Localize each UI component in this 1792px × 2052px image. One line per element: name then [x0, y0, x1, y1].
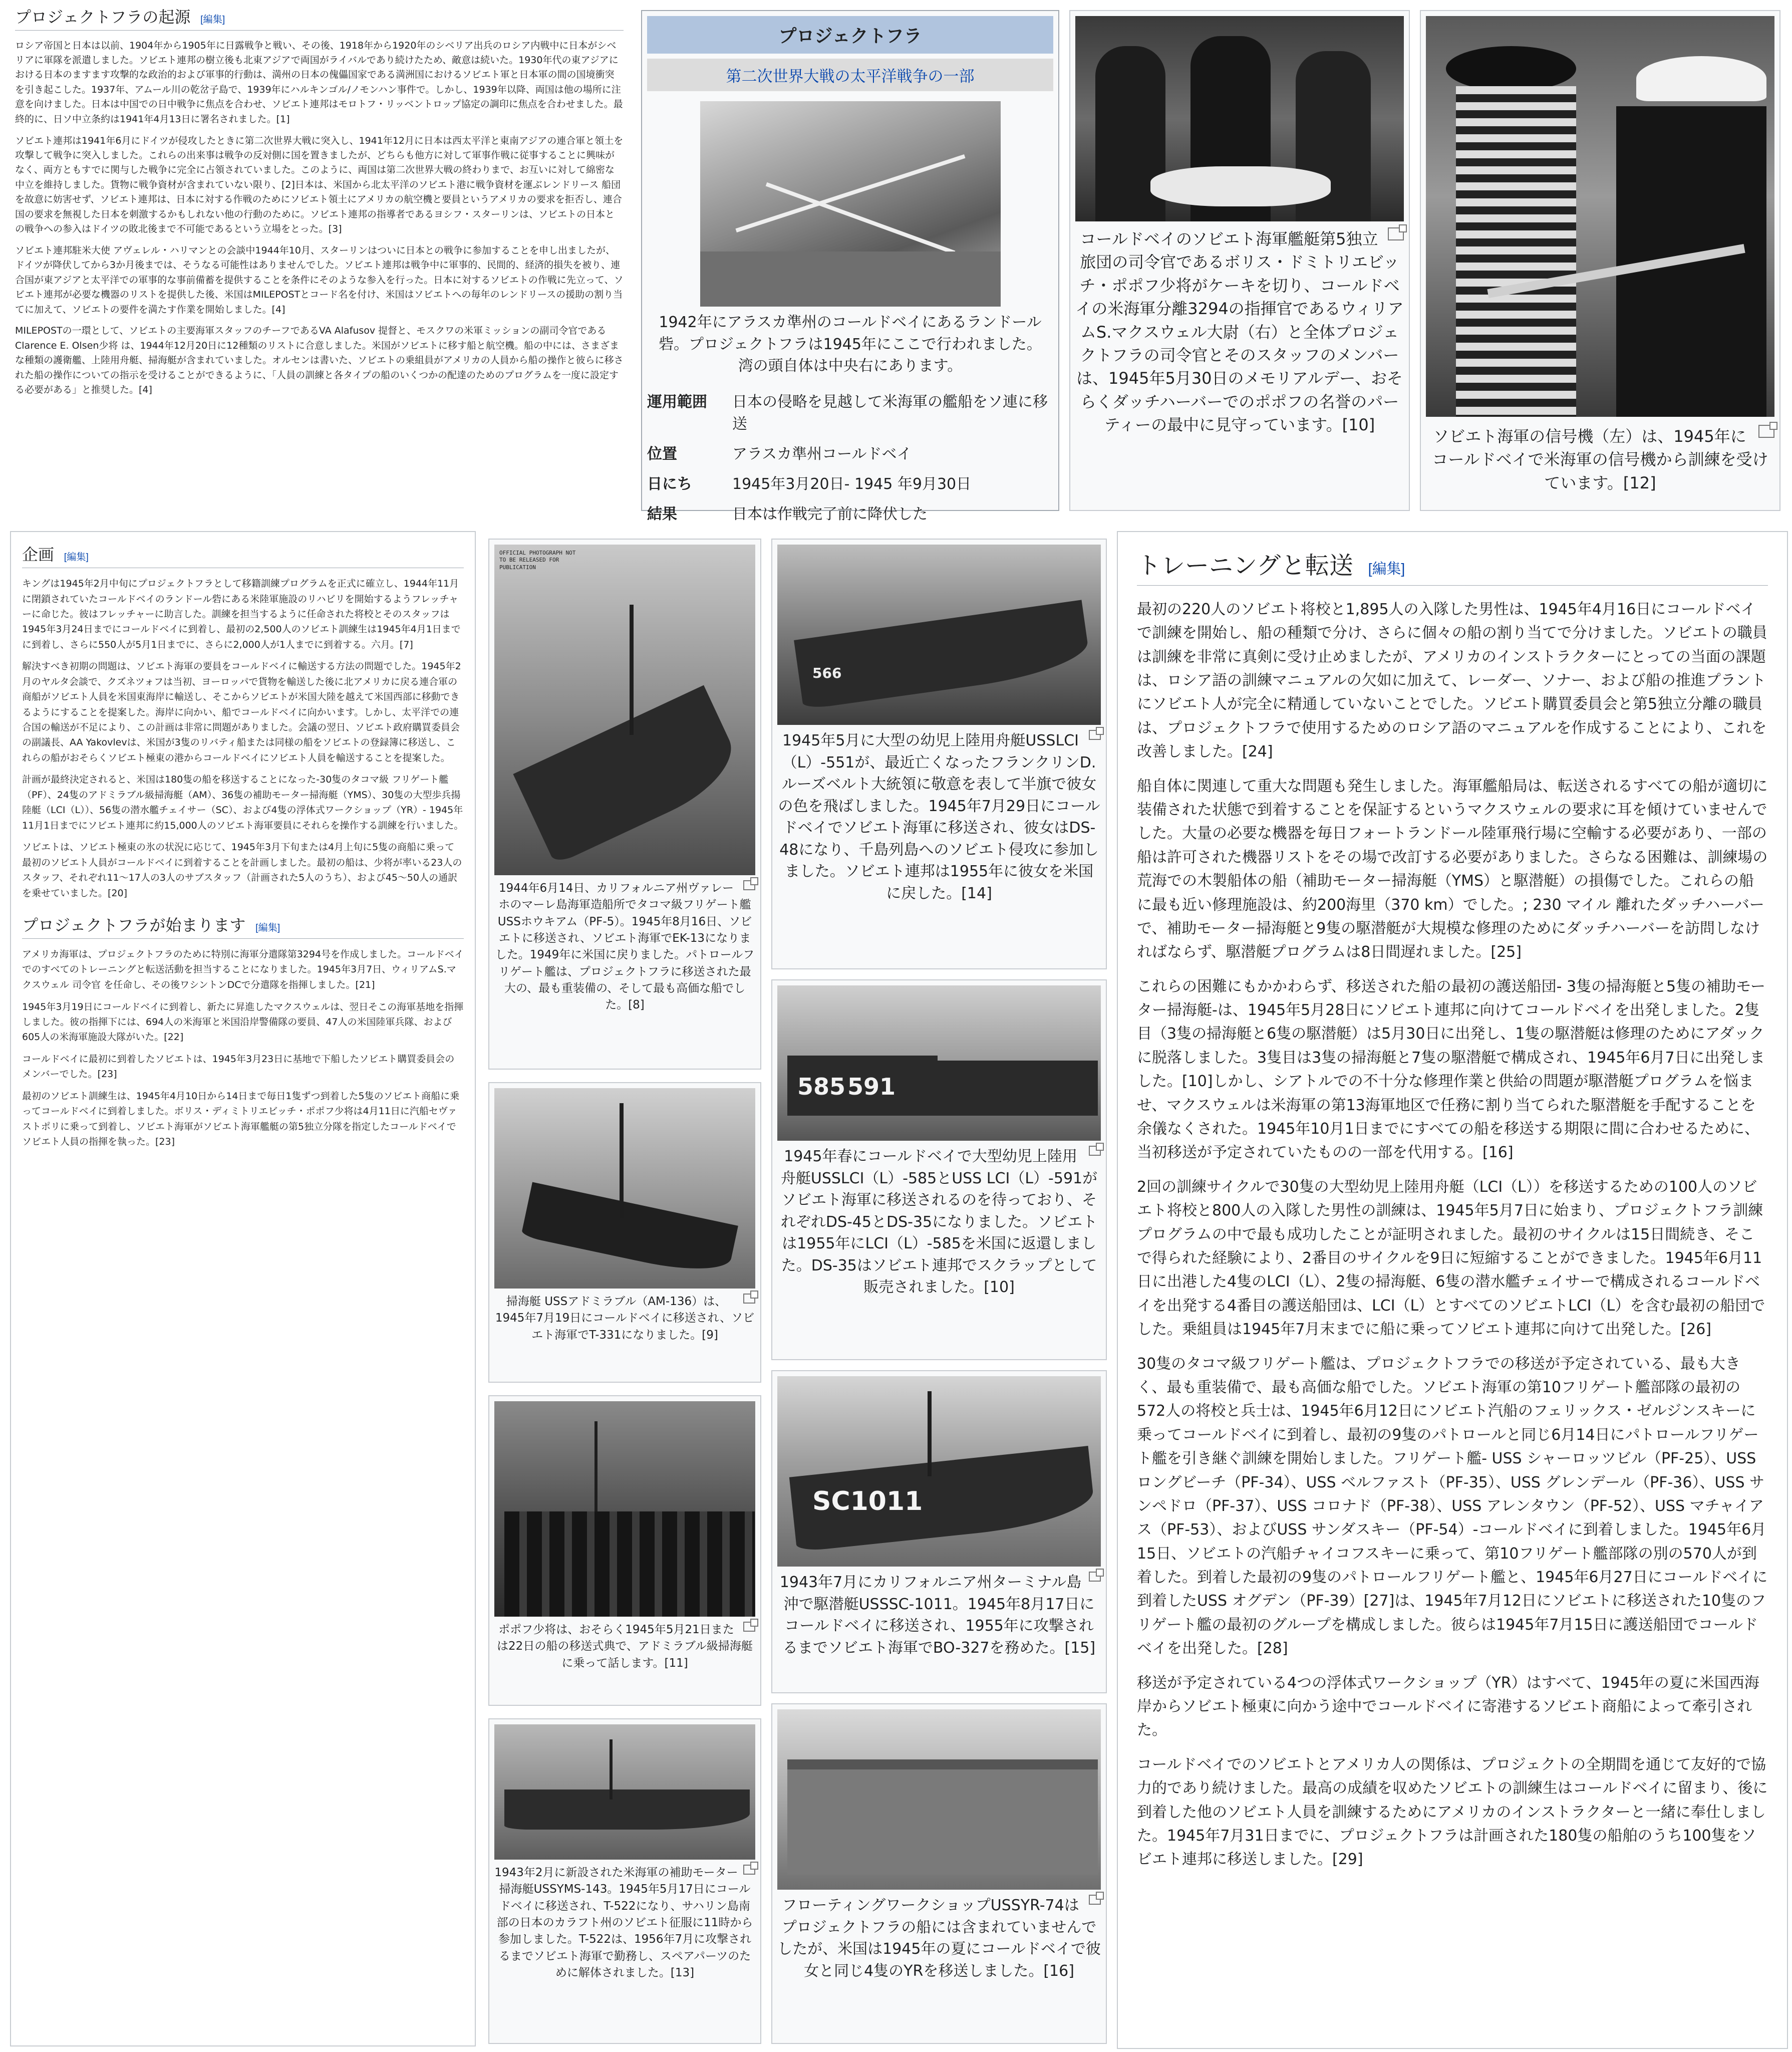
- planning-paragraph-1: キングは1945年2月中旬にプロジェクトフラとして移籍訓練プログラムを正式に確立し、1944年11月に閉鎖されていたコールドベイのランドール砦にある米陸軍施設のリハビリを開始するようフレッチャーに命じた。彼はフレッチャーに助言した。訓練を担当するように任命された将校とそのスタッフは1945年3月24日までにコールドベイに到着し、最初の2,500人のソビエト訓練生は1945年4月1日までに到着し、さらに550人が5月1日までに、さらに2,000人が1人までに到着する。六月。[7]: [22, 578, 461, 650]
- frigate-hoquiam-caption: [494, 875, 755, 1014]
- frigate-hoquiam-figure: [488, 539, 761, 1070]
- infobox-row: [642, 467, 1058, 497]
- minesweeper-admirable-figure: [488, 1082, 761, 1383]
- training-paragraph-7: コールドベイでのソビエトとアメリカ人の関係は、プロジェクトの全期間を通じて友好的で協力的であり続けました。最高の成績を収めたソビエトの訓練生はコールドベイに留まり、後に到着した他のソビエト人員を訓練するためにアメリカのインストラクターと一緒に奉仕しました。1945年7月31日までに、プロジェクトフラは計画された180隻の船舶のうち100隻をソビエト連邦に移送しました。[29]: [1137, 1755, 1768, 1869]
- training-paragraph-1: 最初の220人のソビエト将校と1,895人の入隊した男性は、1945年4月16日にコールドベイで訓練を開始し、船の種類で分け、さらに個々の船の割り当てで分けました。ソビエトの職員は訓練を非常に真剣に受け止めましたが、アメリカのインストラクターにとっての当面の課題は、ロシア語の訓練マニュアルの欠如に加えて、レーダー、ソナー、および船の推進プラントにソビエト人が完全に精通していないことでした。ソビエト購買委員会と第5独立分離の職員は、プロジェクトフラで使用するためのロシア語のマニュアルを作成することにより、これを改善しました。[24]: [1137, 600, 1767, 761]
- planning-heading-text: 企画: [22, 545, 55, 564]
- yms-143-caption-text: 1943年2月に新設された米海軍の補助モーター掃海艇USSYMS-143。1945年5月17日にコールドベイに移送され、T-522になり、サハリン島南部の日本のカラフト州のソビエト征服に11時から参加しました。T-522は、1956年7月に攻撃されるまでソビエト海軍で勤務し、スペアパーツのために解体されました。[13]: [494, 1866, 753, 1980]
- popov-ceremony-caption-text: ポポフ少将は、おそらく1945年5月21日または22日の船の移送式典で、アドミラブル級掃海艇に乗って話します。[11]: [497, 1623, 753, 1670]
- infobox-table: [642, 385, 1058, 528]
- lci-585-591-caption: [777, 1141, 1101, 1299]
- hull-number: 566: [812, 665, 842, 681]
- cake-cutting-figure: [1069, 10, 1410, 511]
- hula-paragraph-1: アメリカ海軍は、プロジェクトフラのために特別に海軍分遣隊第3294号を作成しました。コールドベイでのすべてのトレーニングと転送活動を担当することになりました。1945年3月7日、ウィリアムS.マクスウェル 司令官 を任命し、その後ワシントンDCで分遣隊を指揮しました。[21]: [22, 949, 464, 990]
- frigate-hoquiam-photo[interactable]: [494, 545, 755, 875]
- infobox-row-label: 日にち: [647, 475, 692, 493]
- minesweeper-admirable-caption-text: 掃海艇 USSアドミラブル（AM-136）は、1945年7月19日にコールドベイに移送され、ソビエト海軍でT-331になりました。[9]: [495, 1295, 755, 1342]
- enlarge-icon[interactable]: [743, 1622, 755, 1632]
- yr-74-caption-text: フローティングワークショップUSSYR-74はプロジェクトフラの船には含まれていませんでしたが、米国は1945年の夏にコールドベイで彼女と同じ4隻のYRを移送しました。[16]: [777, 1897, 1101, 1980]
- lci-551-caption-text: 1945年5月に大型の幼児上陸用舟艇USSLCI（L）-551が、最近亡くなったフランクリンD.ルーズベルト大統領に敬意を表して半旗で彼女の色を飛ばしました。1945年7月29日にコールドベイでソビエト海軍に移送され、彼女はDS-48になり、千島列島へのソビエト侵攻に参加しました。ソビエト連邦は1955年に彼女を米国に戻した。[14]: [778, 732, 1100, 902]
- infobox-row: [642, 497, 1058, 528]
- enlarge-icon[interactable]: [1758, 425, 1774, 438]
- edit-link[interactable]: [編集]: [64, 552, 89, 563]
- popov-ceremony-figure: [488, 1395, 761, 1706]
- origin-paragraph-1: ロシア帝国と日本は以前、1904年から1905年に日露戦争と戦い、その後、1918年から1920年のシベリア出兵のロシア内戦中に日本がシベリアに軍隊を派遣しました。ソビエト連邦の樹立後も北東アジアで両国がライバルであり続けたため、敵意は続いた。1930年代の東アジアにおける日本のますます攻撃的な政治的および軍事的行動は、満州の日本の傀儡国家である満洲国におけるソビエト軍と日本軍の間の国境衝突を引き起こした。1937年、アムール川の乾岔子島で、1939年にハルキンゴル/ノモンハン事件で。しかし、1939年以降、両国は他の場所に注意を向けました。日本は中国での日中戦争に焦点を合わせ、ソビエト連邦はモロトフ・リッベントロップ協定の調印に焦点を合わせました。最終的に、日ソ中立条約は1941年4月13日に署名されました。[1]: [15, 40, 623, 125]
- infobox-row-value: 1945年3月20日- 1945 年9月30日: [732, 475, 972, 493]
- infobox-caption: 1942年にアラスカ準州のコールドベイにあるランドール砦。プロジェクトフラは1945年にここで行われました。湾の頭自体は中央右にあります。: [659, 314, 1042, 375]
- lci-551-figure: [771, 539, 1107, 969]
- planning-section: [10, 531, 476, 2046]
- planning-heading: [22, 542, 464, 568]
- origin-section: [15, 5, 624, 511]
- origin-heading: [15, 5, 624, 31]
- training-paragraph-6: 移送が予定されている4つの浮体式ワークショップ（YR）はすべて、1945年の夏に米国西海岸からソビエト極東に向かう途中でコールドベイに寄港するソビエト商船によって牽引された。: [1137, 1674, 1759, 1739]
- infobox-row: [642, 437, 1058, 467]
- minesweeper-admirable-caption: [494, 1289, 755, 1344]
- origin-paragraph-2: ソビエト連邦は1941年6月にドイツが侵攻したときに第二次世界大戦に突入し、1941年12月に日本は西太平洋と東南アジアの連合軍と領土を攻撃して戦争に突入しました。これらの出来事は戦争の反対側に国を置きましたが、どちらも他方に対して軍事作戦に従事することに興味がなく、両方ともすでに関与した戦争に完全に占領されていました。このように、両国は第二次世界大戦の終わりまで、お互いに対して綿密な中立を維持しました。貨物に戦争資材が含まれていない限り、[2]日本は、米国から北太平洋のソビエト港に戦争資材を運ぶレンドリース 船団を故意に妨害せず、ソビエト連邦は、日本に対する作戦のためにソビエト領土にアメリカの航空機と要員というアメリカの要求を拒否し、連合国の要求を無視した日本を刺激するかもしれない他の行動のために。ソビエト連邦の指導者であるヨシフ・スターリンは、ソビエトの日本との戦争への参入はドイツの敗北後まで不可能であるという立場をとった。[3]: [15, 135, 624, 235]
- planning-paragraph-3: 計画が最終決定されると、米国は180隻の船を移送することになった-30隻のタコマ級 フリゲート艦（PF）、24隻のアドミラブル級掃海艇（AM）、36隻の補助モーター掃海艇（YMS）、30隻の大型歩兵揚陸艇（LCI（L））、56隻の潜水艦チェイサー（SC）、および4隻の浮体式ワークショップ（YR）- 1945年11月1日までにソビエト連邦に約15,000人のソビエト海軍要員にそれらを操作する訓練を行いました。: [22, 774, 464, 831]
- hula-paragraph-3: コールドベイに最初に到着したソビエトは、1945年3月23日に基地で下船したソビエト購買委員会のメンバーでした。[23]: [22, 1054, 455, 1080]
- frigate-hoquiam-caption-text: 1944年6月14日、カリフォルニア州ヴァレーホのマーレ島海軍造船所でタコマ級フリゲート艦USSホウキアム（PF-5）。1945年8月16日、ソビエトに移送され、ソビエト海軍でEK-13になりました。1949年に米国に戻りました。パトロールフリゲート艦は、プロジェクトフラに移送された最大の、最も重装備の、そして最も高価な船でした。[8]: [495, 882, 755, 1012]
- lci-585-591-caption-text: 1945年春にコールドベイで大型幼児上陸用舟艇USSLCI（L）-585とUSS LCI（L）-591がソビエト海軍に移送されるのを待っており、それぞれDS-45とDS-35になりました。ソビエトは1955年にLCI（L）-585を米国に返還しました。DS-35はソビエト連邦でスクラップとして販売されました。[10]: [780, 1148, 1098, 1296]
- yms-143-figure: [488, 1718, 761, 2044]
- hula-paragraph-4: 最初のソビエト訓練生は、1945年4月10日から14日まで毎日1隻ずつ到着した5隻のソビエト商船に乗ってコールドベイに到着しました。ボリス・ディミトリエビッチ・ポポフ少将は4月11日に汽船セヴァストポリに乗って到着し、ソビエト海軍がソビエト海軍艦艇の第5独立分隊を指定したコールドベイでソビエト人員の指揮を執った。[23]: [22, 1091, 460, 1148]
- edit-link[interactable]: [編集]: [1368, 561, 1405, 577]
- signalman-caption: [1426, 417, 1774, 494]
- yms-143-caption: [494, 1860, 755, 1981]
- popov-ceremony-caption: [494, 1617, 755, 1672]
- yms-143-photo[interactable]: [494, 1724, 755, 1860]
- lci-585-591-photo[interactable]: [777, 985, 1101, 1141]
- infobox-row: [642, 385, 1058, 437]
- training-paragraph-4: 2回の訓練サイクルで30隻の大型幼児上陸用舟艇（LCI（L））を移送するための100人のソビエト将校と800人の入隊した男性の訓練は、1945年5月7日に始まり、プロジェクトフラ訓練プログラムの中で最も成功したことが証明されました。最初のサイクルは15日間続き、そこで得られた経験により、2番目のサイクルを9日に短縮することができました。1945年6月11日に出港した4隻のLCI（L）、2隻の掃海艇、6隻の潜水艦チェイサーで構成されるコールドベイを出発する4番目の護送船団は、LCI（L）とすべてのソビエトLCI（L）を含む最初の船団でした。乗組員は1945年7月末までに船に乗ってソビエト連邦に向けて出発した。[26]: [1137, 1178, 1765, 1339]
- infobox-row-label: 結果: [647, 505, 677, 523]
- enlarge-icon[interactable]: [743, 1294, 755, 1304]
- enlarge-icon[interactable]: [1089, 1572, 1101, 1582]
- infobox-subtitle[interactable]: 第二次世界大戦の太平洋戦争の一部: [647, 59, 1053, 91]
- lci-585-591-figure: [771, 979, 1107, 1360]
- training-section: [1117, 531, 1788, 2049]
- signalman-caption-text: ソビエト海軍の信号機（左）は、1945年にコールドベイで米海軍の信号機から訓練を受けています。[12]: [1432, 427, 1768, 492]
- enlarge-icon[interactable]: [1388, 227, 1404, 240]
- signalman-figure: [1420, 10, 1780, 511]
- hula-begins-heading-text: プロジェクトフラが始まります: [22, 915, 246, 935]
- infobox-row-value: アラスカ準州コールドベイ: [732, 445, 912, 463]
- cake-caption-text: コールドベイのソビエト海軍艦艇第5独立旅団の司令官であるボリス・ドミトリエビッチ・ポポフ少将がケーキを切り、コールドベイの米海軍分離3294の指揮官であるウィリアムS.マクスウェル大尉（右）と全体プロジェクトフラの司令官とそのスタッフのメンバーは、1945年5月30日のメモリアルデー、おそらくダッチハーバーでのポポフの名誉のパーティーの最中に見守っています。[10]: [1075, 229, 1404, 435]
- training-paragraph-2: 船自体に関連して重大な問題も発生しました。海軍艦船局は、転送されるすべての船が適切に装備された状態で到着することを保証するというマクスウェルの要求に耳を傾けていませんでした。大量の必要な機器を毎日フォートランドール陸軍飛行場に空輸する必要があり、一部の船は許可された機器リストをその場で改訂する必要がありました。さらなる困難は、訓練場の荒海での木製船体の船（補助モーター掃海艇（YMS）と駆潜艇）の損傷でした。これらの船に最も近い修理施設は、約200海里（370 km）でした。; 230 マイル 離れたダッチハーバー で、補助モーター掃海艇と9隻の駆潜艇が大規模な修理のためにダッチハーバーを訪問しなければならず、駆潜艇プログラムは8日間遅れました。[25]: [1137, 777, 1768, 961]
- enlarge-icon[interactable]: [1089, 1895, 1101, 1905]
- origin-heading-text: プロジェクトフラの起源: [15, 8, 191, 27]
- training-paragraph-5: 30隻のタコマ級フリゲート艦は、プロジェクトフラでの移送が予定されている、最も大きく、最も重装備で、最も高価な船でした。ソビエト海軍の第10フリゲート艦部隊の最初の572人の将校と兵士は、1945年6月12日にソビエト汽船のフェリックス・ゼルジンスキーに乗ってコールドベイに到着し、最初の9隻のパトロールと同じ6月14日にパトロールフリゲート艦を引き継ぐ訓練を開始しました。フリゲート艦- USS シャーロッツビル（PF-25）、USS ロングビーチ（PF-34）、USS ベルファスト（PF-35）、USS グレンデール（PF-36）、USS サンペドロ（PF-37）、USS コロナド（PF-38）、USS アレンタウン（PF-52）、USS マチャイアス（PF-53）、およびUSS サンダスキー（PF-54）-コールドベイに到着しました。1945年6月15日、ソビエトの汽船チャイコフスキーに乗って、第10フリゲート艦部隊の別の570人が到着した。到着した最初の9隻のパトロールフリゲート艦と、1945年6月27日にコールドベイに到着したUSS オグデン（PF-39）[27]は、1945年7月12日にソビエトに移送された10隻のフリゲート艦の最初のグループを構成しました。彼らは1945年7月15日に護送船団でコールドベイを出発した。[28]: [1137, 1355, 1768, 1658]
- lci-551-caption: [777, 725, 1101, 904]
- origin-paragraph-3: ソビエト連邦駐米大使 アヴェレル・ハリマンとの会談中1944年10月、スターリンはついに日本との戦争に参加することを申し出ましたが、ドイツが降伏してから3か月後までは、そうなる可能性はありませんでした。ソビエト連邦は戦争中に軍事的、民間的、経済的損失を被り、連合国が東アジアと太平洋での軍事的な事前備蓄を提供することを条件にそのような参入を行った。日本に対するソビエトの作戦に先立って、ソビエト連邦が必要な機器のリストを提供した後、米国はMILEPOSTとコード名を付け、米国はソビエトへの毎年のレンドリースの援助の割り当てに加えて、ソビエトの要件を満たす作業を開始しました。[4]: [15, 244, 624, 315]
- minesweeper-admirable-photo[interactable]: [494, 1088, 755, 1289]
- hull-number-sc1011: SC1011: [812, 1486, 923, 1516]
- yr-74-photo[interactable]: [777, 1709, 1101, 1890]
- lci-551-photo[interactable]: [777, 545, 1101, 725]
- infobox-row-label: 位置: [647, 445, 677, 463]
- training-heading-text: トレーニングと転送: [1137, 552, 1354, 580]
- hull-number-591: 591: [847, 1073, 896, 1100]
- infobox-row-value: 日本は作戦完了前に降伏した: [732, 505, 928, 523]
- hull-number-585: 585: [797, 1073, 846, 1100]
- infobox-row-value: 日本の侵略を見越して米海軍の艦船をソ連に移送: [732, 393, 1048, 433]
- infobox-row-label: 運用範囲: [647, 393, 707, 411]
- infobox: [641, 10, 1059, 523]
- fort-randall-aerial-photo[interactable]: [700, 101, 1001, 307]
- training-paragraph-3: これらの困難にもかかわらず、移送された船の最初の護送船団- 3隻の掃海艇と5隻の補助モーター掃海艇-は、1945年5月28日にソビエト連邦に向けてコールドベイを出発しました。2隻目（3隻の掃海艇と6隻の駆潜艇）は5月30日に出発し、1隻の駆潜艇は修理のためにアダックに脱落しました。3隻目は3隻の掃海艇と7隻の駆潜艇で構成され、1945年6月7日に出発しました。[10]しかし、シアトルでの不十分な修理作業と供給の問題が駆潜艇プログラムを悩ませ、マクスウェルは米海軍の第13海軍地区で任務に割り当てられた駆潜艇を手配することを余儀なくされた。1945年10月1日までにすべての船を移送する期限に間に合わせるために、当初移送が予定されていたものの一部を代用する。[16]: [1137, 977, 1765, 1162]
- popov-ceremony-photo[interactable]: [494, 1401, 755, 1617]
- sc-1011-caption: [777, 1567, 1101, 1659]
- edit-link[interactable]: [編集]: [255, 922, 280, 933]
- photo-stamp: OFFICIAL PHOTOGRAPH NOT TO BE RELEASED FOR PUBLICATION: [499, 550, 576, 571]
- enlarge-icon[interactable]: [743, 1865, 755, 1875]
- cake-cutting-photo[interactable]: [1075, 16, 1404, 221]
- signalman-photo[interactable]: [1426, 16, 1774, 417]
- enlarge-icon[interactable]: [1089, 730, 1101, 740]
- hula-begins-heading: [22, 913, 464, 939]
- sc-1011-figure: [771, 1370, 1107, 1693]
- planning-paragraph-4: ソビエトは、ソビエト極東の氷の状況に応じて、1945年3月下旬または4月上旬に5隻の商船に乗って最初のソビエト人員がコールドベイに到着することを計画しました。最初の船は、少将が率いる23人のスタッフ、それぞれ11〜17人の3人のサブスタッフ（計画された5人のうち）、および45〜50人の通訳を乗せていました。[20]: [22, 842, 462, 899]
- enlarge-icon[interactable]: [743, 880, 755, 890]
- origin-paragraph-4: MILEPOSTの一環として、ソビエトの主要海軍スタッフのチーフであるVA Alafusov 提督と、モスクワの米軍ミッションの副司令官であるClarence E. Olsen少将 は、1944年12月20日に12種類のリストに合意しました。米国がソビエトに移す船と航空機。船の中には、さまざまな種類の護衛艦、上陸用舟艇、掃海艇が含まれていました。オルセンは書いた、ソビエトの乗組員がアメリカの人員から船の操作と彼らに移された船の操作についての指示を受けることができるように、「人員の訓練と各タイプの船のいくつかの配達のためのプログラムを一度に設定する必要がある」と推奨した。[4]: [15, 325, 624, 396]
- edit-link[interactable]: [編集]: [200, 15, 225, 25]
- enlarge-icon[interactable]: [1089, 1146, 1101, 1156]
- hula-paragraph-2: 1945年3月19日にコールドベイに到着し、新たに昇進したマクスウェルは、翌日そこの海軍基地を指揮しました。彼の指揮下には、694人の米海軍と米国沿岸警備隊の要員、47人の米国陸軍兵隊、および605人の米海軍施設大隊がいた。[22]: [22, 1001, 464, 1043]
- training-heading: [1137, 547, 1768, 586]
- planning-paragraph-2: 解決すべき初期の問題は、ソビエト海軍の要員をコールドベイに輸送する方法の問題でした。1945年2月のヤルタ会談で、クズネツォフは当初、ヨーロッパで貨物を輸送した後に北アメリカに戻る連合軍の商船がソビエト人員を米国東海岸に輸送し、そこからソビエトが米国大陸を越えて米国西部に移動できるようにすることを提案した。海岸に向かい、船でコールドベイに向かいます。しかし、太平洋での連合国の輸送が不足により、この計画は非常に問題がありました。会議の翌日、ソビエト政府購買委員会の副議長、AA Yakovlevは、米国が3隻のリバティ船または同様の船をソビエトの登録簿に移送し、これらの船がおそらくソビエト極東の港からコールドベイにソビエト人員を輸送することを提案した。: [22, 661, 461, 763]
- sc-1011-caption-text: 1943年7月にカリフォルニア州ターミナル島沖で駆潜艇USSSC-1011。1945年8月17日にコールドベイに移送され、1955年に攻撃されるまでソビエト海軍でBO-327を務めた。[15]: [779, 1574, 1096, 1657]
- yr-74-caption: [777, 1890, 1101, 1982]
- yr-74-figure: [771, 1703, 1107, 2044]
- infobox-title: プロジェクトフラ: [647, 16, 1053, 54]
- sc-1011-photo[interactable]: [777, 1376, 1101, 1567]
- cake-cutting-caption: [1075, 221, 1404, 437]
